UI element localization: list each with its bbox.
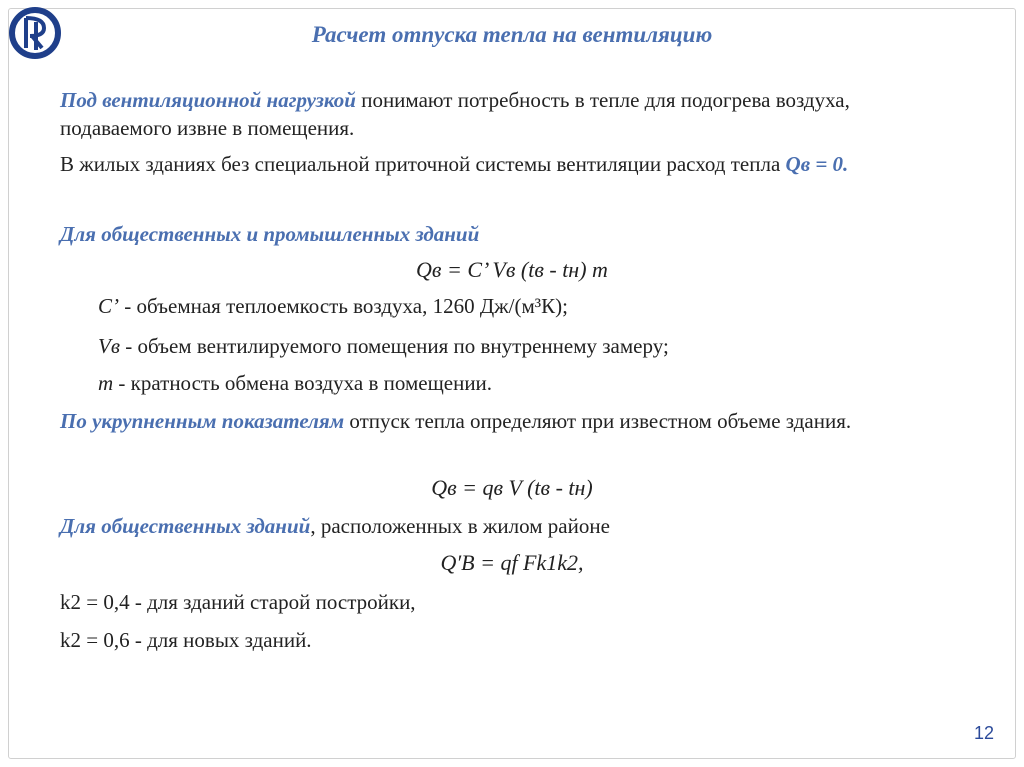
definition-m [98, 369, 998, 397]
slide-number: 12 [973, 723, 994, 743]
term-ventilation-load: Под вентиляционной нагрузкой [60, 88, 356, 112]
definition-m-text: - кратность обмена воздуха в помещении. [113, 371, 493, 395]
coefficient-k2-old: k2 = 0,4 - для зданий старой постройки, [60, 590, 416, 614]
formula-3: Q′B = qf Fk1k2, [440, 550, 584, 575]
definition-c-text: - объемная теплоемкость воздуха, 1260 Дж/(м³К); [119, 294, 568, 318]
symbol-c: C’ [98, 294, 119, 318]
coefficient-k2-new: k2 = 0,6 - для новых зданий. [60, 628, 312, 652]
formula-1: Qв = C’ Vв (tв - tн) m [416, 257, 608, 282]
paragraph-aggregated [60, 407, 960, 435]
symbol-v: Vв [98, 334, 120, 358]
public-text: , расположенных в жилом районе [310, 514, 610, 538]
paragraph-residential [60, 150, 960, 178]
residential-text: В жилых зданиях без специальной приточной системы вентиляции расход тепла [60, 152, 786, 176]
aggregated-text: отпуск тепла определяют при известном объеме здания. [344, 409, 852, 433]
definition-v-text: - объем вентилируемого помещения по внутреннему замеру; [119, 334, 669, 358]
heading-public-industrial-text: Для общественных и промышленных зданий [60, 222, 480, 246]
qv-zero: Qв = 0. [785, 152, 849, 176]
definition-c [98, 292, 998, 320]
paragraph-definition [60, 86, 960, 142]
paragraph-public [60, 512, 960, 540]
slide-title: Расчет отпуска тепла на вентиляцию [311, 22, 713, 47]
symbol-m: m [98, 371, 114, 395]
term-aggregated: По укрупненным показателям [60, 409, 345, 433]
formula-2: Qв = qв V (tв - tн) [431, 475, 593, 500]
term-public: Для общественных зданий [60, 514, 311, 538]
definition-text: понимают потребность в тепле для подогрева воздуха, подаваемого извне в помещения. [60, 88, 850, 140]
definition-v [98, 332, 998, 360]
heading-public-industrial [60, 220, 960, 248]
